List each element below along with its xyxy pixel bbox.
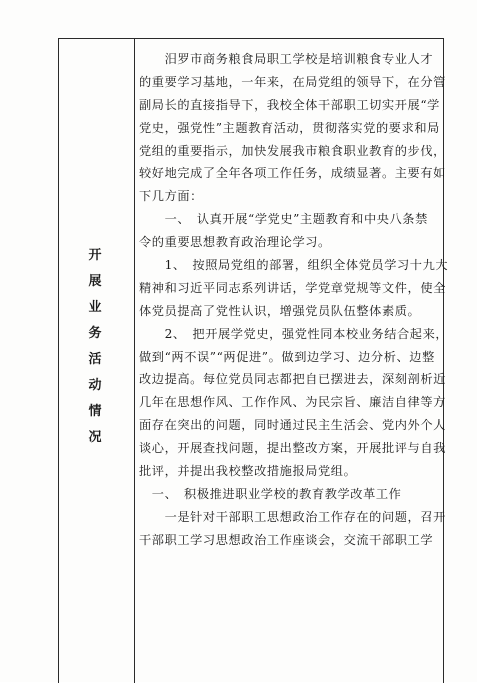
body-line: 做到“两不误”“两促进”。做到边学习、边分析、边整 [139,349,435,364]
column-divider [134,38,135,683]
body-line: 党组的重要指示，加快发展我市粮食职业教育的步伐， [139,143,446,158]
body-line: 下几方面： [139,189,203,204]
section-label-char: 情 [88,404,102,419]
section-label-char: 业 [88,300,102,315]
body-line: 副局长的直接指导下，我校全体干部职工切实开展“学 [139,97,440,112]
body-line: 一、 认真开展“学党史”主题教育和中央八条禁 [139,212,428,227]
section-label-char: 开 [88,248,102,263]
section-label-char: 展 [88,274,102,289]
body-line: 一、 积极推进职业学校的教育教学改革工作 [139,486,402,501]
section-label-char: 活 [88,352,102,367]
body-line: 1、 按照局党组的部署，组织全体党员学习十九大 [139,258,449,273]
body-line: 面存在突出的问题，同时通过民主生活会、党内外个人 [139,418,446,433]
body-line: 干部职工学习思想政治工作座谈会，交流干部职工学 [139,532,434,547]
body-line: 精神和习近平同志系列讲话，学党章党规等文件，使全 [139,280,446,295]
body-line: 的重要学习基地，一年来，在局党组的领导下，在分管 [139,74,446,89]
body-line: 体党员提高了党性认识，增强党员队伍整体素质。 [139,303,421,318]
body-line: 令的重要思想教育政治理论学习。 [139,235,331,250]
body-line: 批评，并提出我校整改措施报局党组。 [139,464,357,479]
section-label [80,243,110,451]
section-label-char: 务 [88,326,102,341]
body-line: 党史，强党性”主题教育活动，贯彻落实党的要求和局 [139,120,440,135]
body-line: 一是针对干部职工思想政治工作存在的问题，召开 [139,509,446,524]
body-line: 改边提高。每位党员同志都把自已摆进去，深刻剖析近 [139,372,446,387]
section-label-char: 况 [88,430,102,445]
body-line: 几年在思想作风、工作作风、为民宗旨、廉洁自律等方 [139,395,446,410]
body-line: 谈心，开展查找问题，提出整改方案，开展批评与自我 [139,441,446,456]
body-line: 较好地完成了全年各项工作任务，成绩显著。主要有如 [139,166,446,181]
section-label-char: 动 [88,378,102,393]
body-line: 2、 把开展学党史，强党性同本校业务结合起来， [139,326,449,341]
body-line: 汨罗市商务粮食局职工学校是培训粮食专业人才 [139,52,434,66]
report-body [139,48,449,552]
